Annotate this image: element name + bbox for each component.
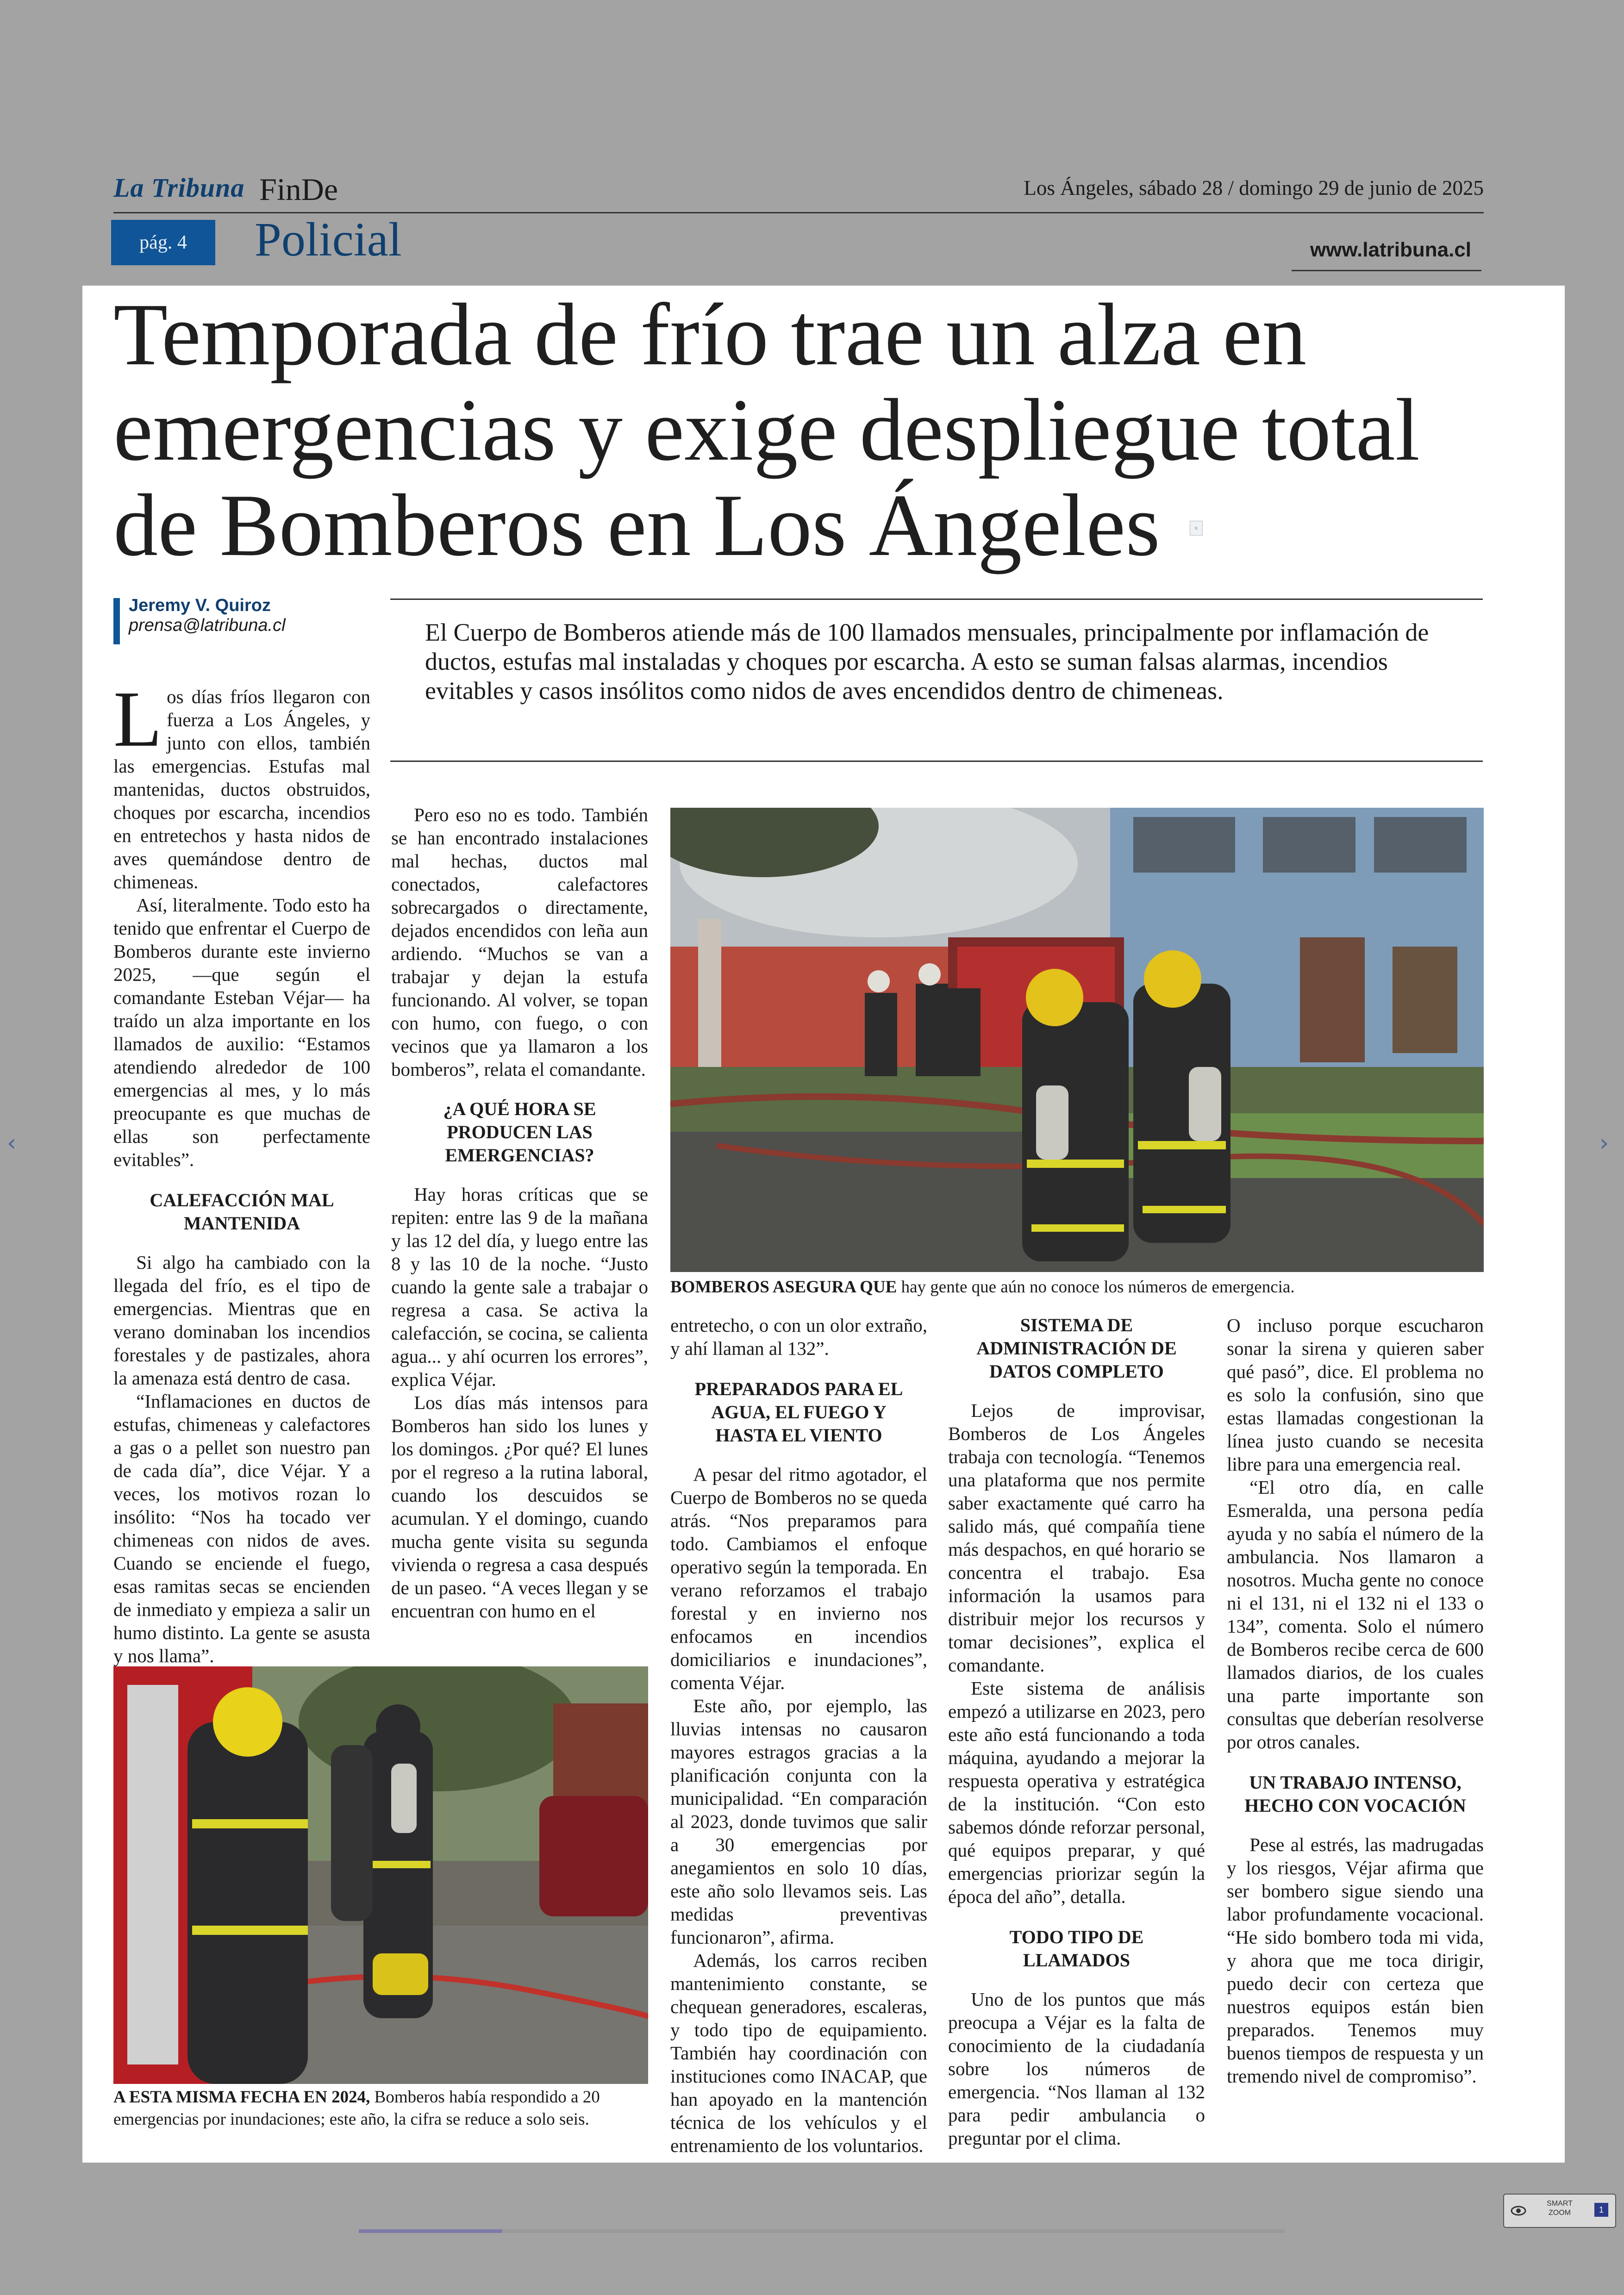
photo-firefighters-house-fire [670,808,1484,1272]
photo-caption-2 [113,2086,648,2131]
author-email: prensa@latribuna.cl [129,616,286,635]
page-number-badge: pág. 4 [111,220,215,265]
paragraph: Hay horas críticas que se repiten: entre las 9 de la mañana y las 12 del día, y luego entre las 8 y las 10 de la noche. “Justo cuando la gente sale a trabajar o regresa a casa. Se activa la calefacción, se cocina, se calienta agua... y ahí ocurren los errores”, explica Véjar. [391,1184,648,1390]
dateline: Los Ángeles, sábado 28 / domingo 29 de junio de 2025 [1024,176,1484,200]
article-lead: El Cuerpo de Bomberos atiende más de 100 llamados mensuales, principalmente por inflamación de ductos, estufas mal instaladas y choques por escarcha. A esto se suman falsas alarmas, incendios evitables y casos insólitos como nidos de aves encendidos dentro de chimeneas. [425,618,1429,705]
masthead-brand: La Tribuna [113,173,245,203]
lead-rule-bottom [390,761,1483,762]
prev-page-button[interactable] [7,1129,16,1156]
paragraph: Así, literalmente. Todo esto ha tenido que enfrentar el Cuerpo de Bomberos durante este invierno 2025, —que según el comandante Esteban Véjar— ha traído un alza importante en los llamados de auxilio: “Estamos atendiendo alrededor de 100 emergencias al mes, y lo más preocupante es que muchas de ellas son perfectamente evitables”. [113,894,370,1170]
paragraph: Uno de los puntos que más preocupa a Véjar es la falta de conocimiento de la ciudadanía sobre los números de emergencia. “Nos llaman al 132 para pedir ambulancia o preguntar por el clima. [948,1989,1205,2149]
chevron-left-icon: ‹ [7,1129,16,1156]
zoom-label-line1: SMART [1547,2200,1573,2208]
lead-rule-top [390,599,1483,600]
paragraph: A pesar del ritmo agotador, el Cuerpo de Bomberos no se queda atrás. “Nos preparamos para todo. Cambiamos el enfoque operativo según la temporada. En verano reforzamos el trabajo forestal y en invierno nos enfocamos en incendios domiciliarios e inundaciones”, comenta Véjar. [670,1464,927,1693]
photo-firefighters-truck [113,1666,648,2084]
eye-icon [1511,2204,1526,2218]
subheading: SISTEMA DE ADMINISTRACIÓN DE DATOS COMPLETO [976,1315,1177,1382]
website-url: www.latribuna.cl [1310,238,1471,261]
photo-caption-1 [670,1276,1484,1298]
paragraph: “El otro día, en calle Esmeralda, una persona pedía ayuda y no sabía el número de la ambulancia. Nos llamaron a nosotros. Mucha gente no conoce ni el 131, ni el 132 ni el 133 o 134”, comenta. Solo el número de Bomberos recibe cerca de 600 llamados diarios, de los cuales una parte importante son consultas que deberían resolverse por otros canales. [1227,1477,1484,1752]
drop-cap: L [113,675,162,763]
section-title: Policial [255,213,402,266]
paragraph: “Inflamaciones en ductos de estufas, chimeneas y calefactores a gas o a pellet son nuestro pan de cada día”, dice Véjar. Y a veces, los motivos rozan lo insólito: “Nos ha tocado ver chimeneas con nidos de aves. Cuando se enciende el fuego, esas ramitas secas se encienden de inmediato y empieza a salir un humo distinto. La gente se asusta y nos llama”. [113,1391,370,1666]
next-page-button[interactable] [1599,1129,1609,1156]
photo-firefighters-truck-image [113,1666,648,2084]
article-column-4 [948,1314,1205,2150]
subheading: CALEFACCIÓN MAL MANTENIDA [150,1190,334,1234]
zoom-label-line2: ZOOM [1549,2209,1571,2217]
paragraph: Este sistema de análisis empezó a utilizarse en 2023, pero este año está funcionando a toda máquina, ayudando a mejorar la respuesta operativa y estratégica de la institución. “Con esto sabemos dónde reforzar personal, qué equipos preparar, y qué emergencias priorizar según la época del año”, detalla. [948,1678,1205,1907]
paragraph: Además, los carros reciben mantenimiento constante, se chequean generadores, escaleras, y todo tipo de equipamiento. También hay coordinación con instituciones como INACAP, que han apoyado en la mantención técnica de los vehículos y el entrenamiento de los voluntarios. [670,1950,927,2156]
article-column-5 [1227,1314,1484,2088]
author-accent-bar [113,598,120,644]
caption-text: hay gente que aún no conoce los números de emergencia. [897,1278,1295,1297]
paragraph: Los días más intensos para Bomberos han sido los lunes y los domingos. ¿Por qué? El lunes por el regreso a la rutina laboral, cuando los descuidos se acumulan. Y el domingo, cuando mucha gente visita su segunda vivienda o regresa a casa después de un paseo. “A veces llegan y se encuentran con humo en el [391,1392,648,1621]
caption-lead: A ESTA MISMA FECHA EN 2024, [113,2088,370,2107]
supplement-name: FinDe [259,172,338,207]
paragraph: entretecho, o con un olor extraño, y ahí llaman al 132”. [670,1315,927,1359]
paragraph: Lejos de improvisar, Bomberos de Los Ángeles trabaja con tecnología. “Tenemos una plataforma que nos permite saber exactamente qué carro ha salido más, qué compañía tiene más despachos, en qué horario se concentra el trabajo. Esa información la usamos para distribuir mejor los recursos y tomar decisiones”, explica el comandante. [948,1400,1205,1676]
paragraph: Este año, por ejemplo, las lluvias intensas no causaron mayores estragos gracias a la planificación conjunta con la municipalidad. “En comparación al 2023, donde tuvimos que salir a 30 emergencias por anegamientos en solo 10 días, este año solo llevamos seis. Las medidas preventivas funcionaron”, afirma. [670,1695,927,1948]
page-count-badge: 1 [1594,2203,1608,2217]
paragraph: Pero eso no es todo. También se han encontrado instalaciones mal hechas, ductos mal conectados, calefactores sobrecargados o directamente, dejados encendidos con leña aun ardiendo. “Muchos se van a trabajar y dejan la estufa funcionando. Al volver, se topan con humo, con fuego, o con vecinos que ya llamaron a los bomberos”, relata el comandante. [391,804,648,1080]
photo-firefighters-house-fire-image [670,808,1484,1272]
caption-text: Bomberos había respondido a 20 emergencias por inundaciones; este año, la cifra se reduce a solo seis. [113,2088,600,2129]
author-name: Jeremy V. Quiroz [129,596,271,615]
annotation-marker-icon[interactable]: ≡ [1190,521,1203,536]
article-column-2 [391,803,648,1622]
subheading: UN TRABAJO INTENSO, HECHO CON VOCACIÓN [1244,1772,1466,1816]
smart-zoom-toggle[interactable] [1503,2194,1616,2228]
page-scroll-thumb[interactable] [359,2229,502,2233]
chevron-right-icon: › [1599,1129,1609,1156]
paragraph: Si algo ha cambiado con la llegada del frío, es el tipo de emergencias. Mientras que en verano dominaban los incendios forestales y de pastizales, ahora la amenaza está dentro de casa. [113,1252,370,1389]
subheading: ¿A QUÉ HORA SE PRODUCEN LAS EMERGENCIAS? [443,1098,596,1166]
article-headline: Temporada de frío trae un alza en emergencias y exige despliegue total de Bomberos en Los Ángeles [113,285,1420,574]
caption-lead: BOMBEROS ASEGURA QUE [670,1278,897,1297]
article-column-3 [670,1314,927,2157]
paragraph: Pese al estrés, las madrugadas y los riesgos, Véjar afirma que ser bombero sigue siendo una labor profundamente vocacional. “He sido bombero toda mi vida, y ahora que me toca dirigir, puedo decir con certeza que nuestros equipos están bien preparados. Tenemos muy buenos tiempos de respuesta y un tremendo nivel de compromiso”. [1227,1834,1484,2087]
website-rule [1292,270,1481,271]
paragraph: os días fríos llegaron con fuerza a Los Ángeles, y junto con ellos, también las emergencias. Estufas mal mantenidas, ductos obstruidos, choques por escarcha, incendios en entretechos y hasta nidos de aves quemándose dentro de chimeneas. [113,686,370,892]
subheading: TODO TIPO DE LLAMADOS [1009,1927,1144,1971]
subheading: PREPARADOS PARA EL AGUA, EL FUEGO Y HASTA EL VIENTO [694,1378,903,1446]
paragraph: O incluso porque escucharon sonar la sirena y quieren saber qué pasó”, dice. El problema no es solo la confusión, sino que estas llamadas congestionan la línea justo cuando se necesita libre para una emergencia real. [1227,1315,1484,1475]
article-column-1 [113,675,370,1667]
